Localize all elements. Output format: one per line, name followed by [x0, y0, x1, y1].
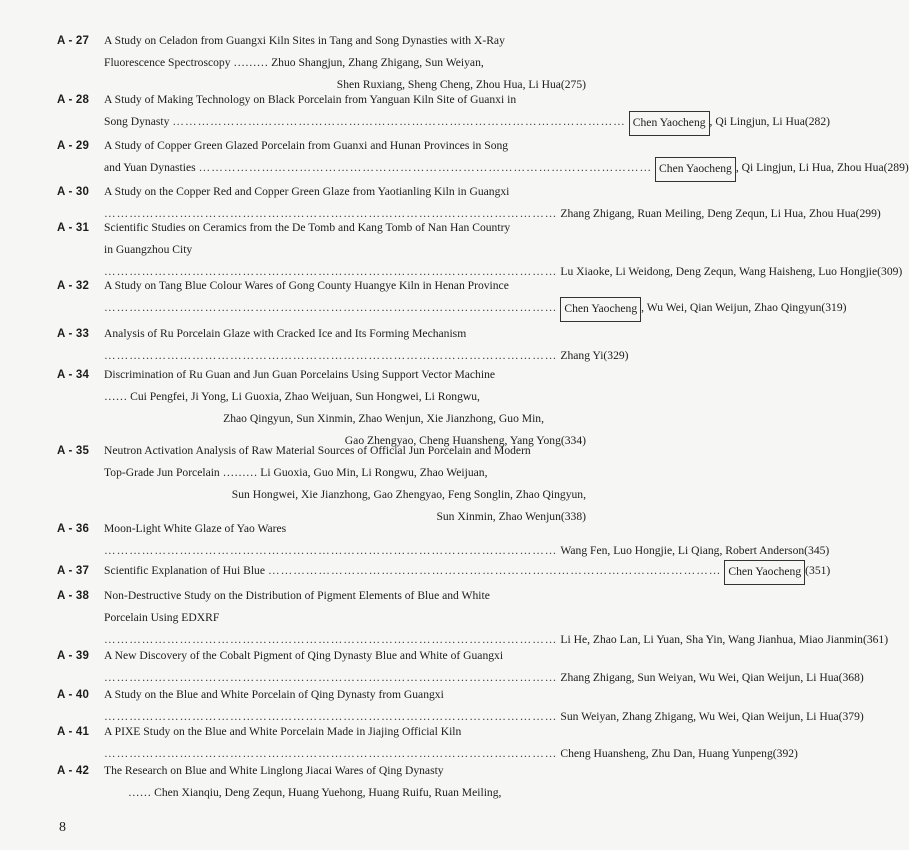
entry-title-line: A Study on Tang Blue Colour Wares of Gong County Huangye Kiln in Henan Province — [104, 279, 509, 292]
dot-leader: ……………………………………………………………………………………………… — [104, 301, 558, 314]
entry-title-line: Discrimination of Ru Guan and Jun Guan Porcelains Using Support Vector Machine — [104, 368, 496, 381]
entry-id: A - 42 — [57, 765, 90, 777]
entry-authors: …… Cui Pengfei, Ji Yong, Li Guoxia, Zhao Weijuan, Sun Hongwei, Li Rongwu, — [104, 390, 480, 403]
entry-id: A - 29 — [57, 140, 90, 152]
entry-authors: Lu Xiaoke, Li Weidong, Deng Zequn, Wang Haisheng, Luo Hongjie(309) — [560, 265, 903, 278]
entry-title-line: A Study of Copper Green Glazed Porcelain from Guanxi and Hunan Provinces in Song — [104, 139, 509, 152]
entry-id: A - 32 — [57, 280, 90, 292]
entry-authors: Gao Zhengyao, Cheng Huansheng, Yang Yong(334) — [344, 434, 586, 447]
entry-authors: Sun Weiyan, Zhang Zhigang, Wu Wei, Qian Weijun, Li Hua(379) — [560, 710, 864, 723]
entry-title-line: Porcelain Using EDXRF — [104, 611, 220, 624]
entry-authors: , Qi Lingjun, Li Hua, Zhou Hua(289) — [735, 161, 909, 174]
entry-title-line: A New Discovery of the Cobalt Pigment of Qing Dynasty Blue and White of Guangxi — [104, 649, 504, 662]
dot-leader: ……………………………………………………………………………………………… — [104, 349, 558, 362]
entry-authors: Zhang Zhigang, Ruan Meiling, Deng Zequn, Li Hua, Zhou Hua(299) — [560, 207, 881, 220]
entry-id: A - 38 — [57, 590, 90, 602]
entry-authors: Sun Xinmin, Zhao Wenjun(338) — [436, 510, 586, 523]
entry-authors: , Wu Wei, Qian Weijun, Zhao Qingyun(319) — [641, 301, 847, 314]
entry-title-line: Scientific Explanation of Hui Blue — [104, 564, 265, 577]
dot-leader: ……………………………………………………………………………………………… — [104, 671, 558, 684]
entry-id: A - 39 — [57, 650, 90, 662]
entry-id: A - 27 — [57, 35, 90, 47]
entry-title-line: Fluorescence Spectroscopy ……… Zhuo Shangjun, Zhang Zhigang, Sun Weiyan, — [104, 56, 484, 69]
dot-leader: ……………………………………………………………………………………………… — [172, 115, 626, 128]
entry-authors: Zhang Zhigang, Sun Weiyan, Wu Wei, Qian Weijun, Li Hua(368) — [560, 671, 864, 684]
entry-page: (351) — [805, 564, 831, 577]
entry-id: A - 34 — [57, 369, 90, 381]
page-number: 8 — [59, 820, 66, 835]
entry-author-line — [104, 157, 909, 182]
entry-title-line: A Study on the Copper Red and Copper Green Glaze from Yaotianling Kiln in Guangxi — [104, 185, 510, 198]
entry-authors: Cheng Huansheng, Zhu Dan, Huang Yunpeng(392) — [560, 747, 798, 760]
highlighted-author: Chen Yaocheng — [629, 111, 710, 136]
highlighted-author: Chen Yaocheng — [560, 297, 641, 322]
entry-authors: , Qi Lingjun, Li Hua(282) — [709, 115, 830, 128]
entry-title-line: A Study on Celadon from Guangxi Kiln Sites in Tang and Song Dynasties with X-Ray — [104, 34, 505, 47]
entry-id: A - 33 — [57, 328, 90, 340]
entry-id: A - 31 — [57, 222, 90, 234]
entry-id: A - 30 — [57, 186, 90, 198]
entry-authors: Sun Hongwei, Xie Jianzhong, Gao Zhengyao, Feng Songlin, Zhao Qingyun, — [231, 488, 586, 501]
entry-id: A - 35 — [57, 445, 90, 457]
entry-author-line — [104, 297, 847, 322]
entry-title-line: Non-Destructive Study on the Distribution of Pigment Elements of Blue and White — [104, 589, 490, 602]
entry-title-end: and Yuan Dynasties — [104, 161, 196, 174]
entry-title-end: Song Dynasty — [104, 115, 170, 128]
entry-id: A - 41 — [57, 726, 90, 738]
entry-title-line: Neutron Activation Analysis of Raw Material Sources of Official Jun Porcelain and Modern — [104, 444, 531, 457]
entry-title-line: in Guangzhou City — [104, 243, 193, 256]
dot-leader: ……………………………………………………………………………………………… — [104, 633, 558, 646]
dot-leader: ……………………………………………………………………………………………… — [104, 747, 558, 760]
dot-leader: ……………………………………………………………………………………………… — [268, 564, 722, 577]
entry-authors: Zhao Qingyun, Sun Xinmin, Zhao Wenjun, Xie Jianzhong, Guo Min, — [223, 412, 544, 425]
entry-title-line: A Study on the Blue and White Porcelain of Qing Dynasty from Guangxi — [104, 688, 444, 701]
dot-leader: ……………………………………………………………………………………………… — [104, 544, 558, 557]
entry-authors: Wang Fen, Luo Hongjie, Li Qiang, Robert Anderson(345) — [560, 544, 830, 557]
entry-title-line: A Study of Making Technology on Black Porcelain from Yanguan Kiln Site of Guanxi in — [104, 93, 517, 106]
entry-title-line: Moon-Light White Glaze of Yao Wares — [104, 522, 287, 535]
dot-leader: ……………………………………………………………………………………………… — [198, 161, 653, 174]
entry-title-line: Scientific Studies on Ceramics from the De Tomb and Kang Tomb of Nan Han Country — [104, 221, 511, 234]
entry-id: A - 40 — [57, 689, 90, 701]
highlighted-author: Chen Yaocheng — [724, 560, 805, 585]
entry-title-line: The Research on Blue and White Linglong Jiacai Wares of Qing Dynasty — [104, 764, 444, 777]
entry-title-line: Analysis of Ru Porcelain Glaze with Cracked Ice and Its Forming Mechanism — [104, 327, 467, 340]
entry-author-line — [104, 560, 831, 585]
entry-id: A - 36 — [57, 523, 90, 535]
dot-leader: ……………………………………………………………………………………………… — [104, 265, 558, 278]
entry-id: A - 28 — [57, 94, 90, 106]
highlighted-author: Chen Yaocheng — [655, 157, 736, 182]
entry-author-line — [104, 111, 830, 136]
entry-title-line: Top-Grade Jun Porcelain ……… Li Guoxia, Guo Min, Li Rongwu, Zhao Weijuan, — [104, 466, 488, 479]
dot-leader: ……………………………………………………………………………………………… — [104, 710, 558, 723]
entry-title-line: A PIXE Study on the Blue and White Porcelain Made in Jiajing Official Kiln — [104, 725, 462, 738]
dot-leader: ……………………………………………………………………………………………… — [104, 207, 558, 220]
entry-authors: Li He, Zhao Lan, Li Yuan, Sha Yin, Wang Jianhua, Miao Jianmin(361) — [560, 633, 889, 646]
entry-id: A - 37 — [57, 565, 90, 577]
entry-authors: Zhang Yi(329) — [560, 349, 629, 362]
entry-authors: Shen Ruxiang, Sheng Cheng, Zhou Hua, Li Hua(275) — [336, 78, 586, 91]
entry-authors: …… Chen Xianqiu, Deng Zequn, Huang Yuehong, Huang Ruifu, Ruan Meiling, — [128, 786, 502, 799]
